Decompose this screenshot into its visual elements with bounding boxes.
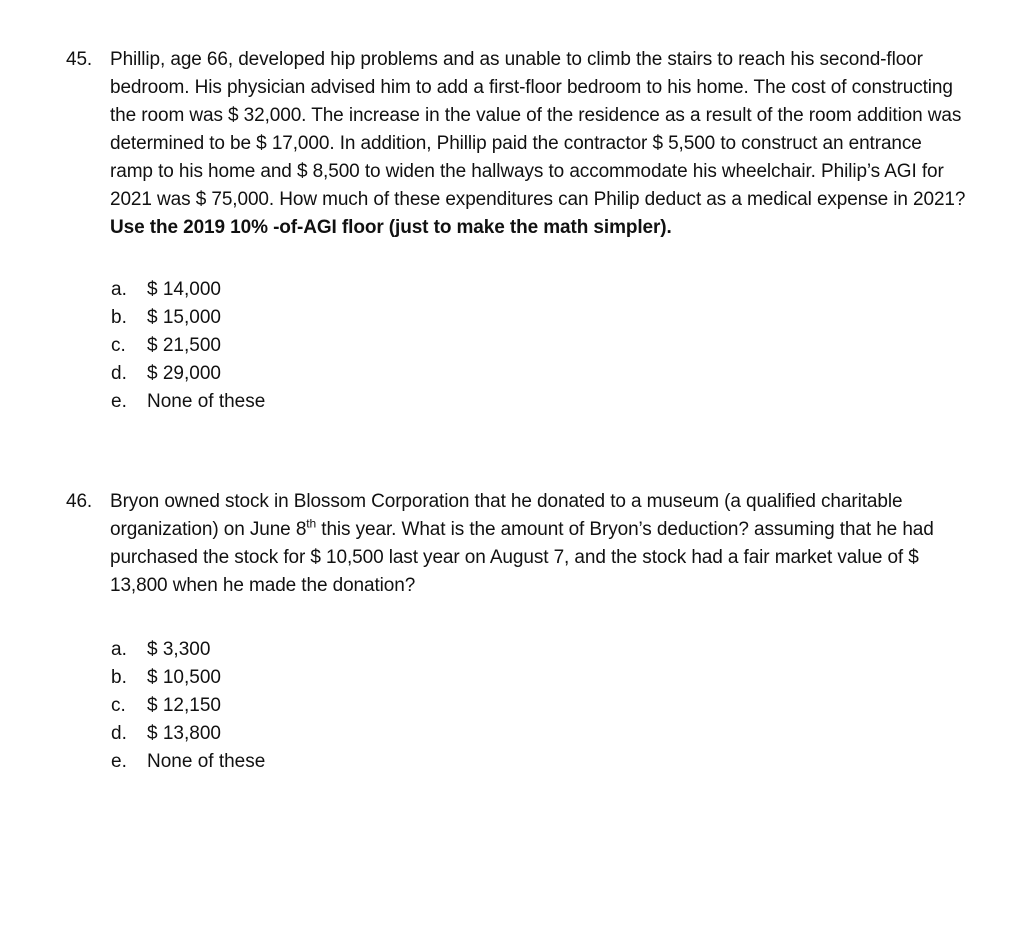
question-text-bold-instruction: Use the 2019 10% -of-AGI floor (just to make the math simpler). bbox=[110, 217, 672, 238]
answer-choice-e bbox=[111, 388, 966, 416]
choice-letter: c. bbox=[111, 695, 126, 716]
question-text-body: Bryon owned stock in Blossom Corporation that he donated to a museum (a qualified charitable organization) on June 8 bbox=[110, 491, 903, 540]
choice-letter: d. bbox=[111, 363, 127, 384]
answer-choices bbox=[111, 276, 966, 416]
choice-letter: e. bbox=[111, 391, 127, 412]
choice-letter: c. bbox=[111, 335, 126, 356]
question-stem bbox=[66, 488, 966, 600]
answer-choice-e bbox=[111, 748, 966, 776]
choice-letter: a. bbox=[111, 639, 127, 660]
answer-choice-c bbox=[111, 692, 966, 720]
choice-value: $ 3,300 bbox=[147, 639, 211, 660]
choice-value: None of these bbox=[147, 751, 266, 772]
question-45 bbox=[66, 46, 966, 416]
question-text bbox=[110, 488, 966, 600]
choice-value: $ 29,000 bbox=[147, 363, 221, 384]
choice-value: $ 21,500 bbox=[147, 335, 221, 356]
question-46 bbox=[66, 488, 966, 776]
question-text-body: Phillip, age 66, developed hip problems and as unable to climb the stairs to reach his second-floor bedroom. His physician advised him to add a first-floor bedroom to his home. The cost of constructing the room was $ 32,000. The increase in the value of the residence as a result of the room addition was determined to be $ 17,000. In addition, Phillip paid the contractor $ 5,500 to construct an entrance ramp to his home and $ 8,500 to widen the hallways to accommodate his wheelchair. Philip’s AGI for 2021 was $ 75,000. How much of these expenditures can Philip deduct as a medical expense in 2021? bbox=[110, 49, 966, 210]
answer-choice-a bbox=[111, 636, 966, 664]
choice-value: $ 10,500 bbox=[147, 667, 221, 688]
choice-letter: a. bbox=[111, 279, 127, 300]
choice-value: $ 12,150 bbox=[147, 695, 221, 716]
question-text-body-continued: this year. What is the amount of Bryon’s deduction? assuming that he had purchased the stock for $ 10,500 last year on August 7, and the stock had a fair market value of $ 13,800 when he made the donation? bbox=[110, 519, 934, 596]
choice-letter: d. bbox=[111, 723, 127, 744]
choice-letter: e. bbox=[111, 751, 127, 772]
answer-choice-a bbox=[111, 276, 966, 304]
choice-value: $ 13,800 bbox=[147, 723, 221, 744]
question-number: 46. bbox=[66, 491, 93, 512]
choice-letter: b. bbox=[111, 667, 127, 688]
choice-value: None of these bbox=[147, 391, 266, 412]
question-text bbox=[110, 46, 966, 242]
answer-choice-b bbox=[111, 304, 966, 332]
question-number: 45. bbox=[66, 49, 93, 70]
choice-value: $ 15,000 bbox=[147, 307, 221, 328]
answer-choices bbox=[111, 636, 966, 776]
choice-value: $ 14,000 bbox=[147, 279, 221, 300]
answer-choice-b bbox=[111, 664, 966, 692]
answer-choice-c bbox=[111, 332, 966, 360]
question-stem bbox=[66, 46, 966, 242]
answer-choice-d bbox=[111, 720, 966, 748]
ordinal-suffix: th bbox=[306, 516, 317, 531]
choice-letter: b. bbox=[111, 307, 127, 328]
answer-choice-d bbox=[111, 360, 966, 388]
